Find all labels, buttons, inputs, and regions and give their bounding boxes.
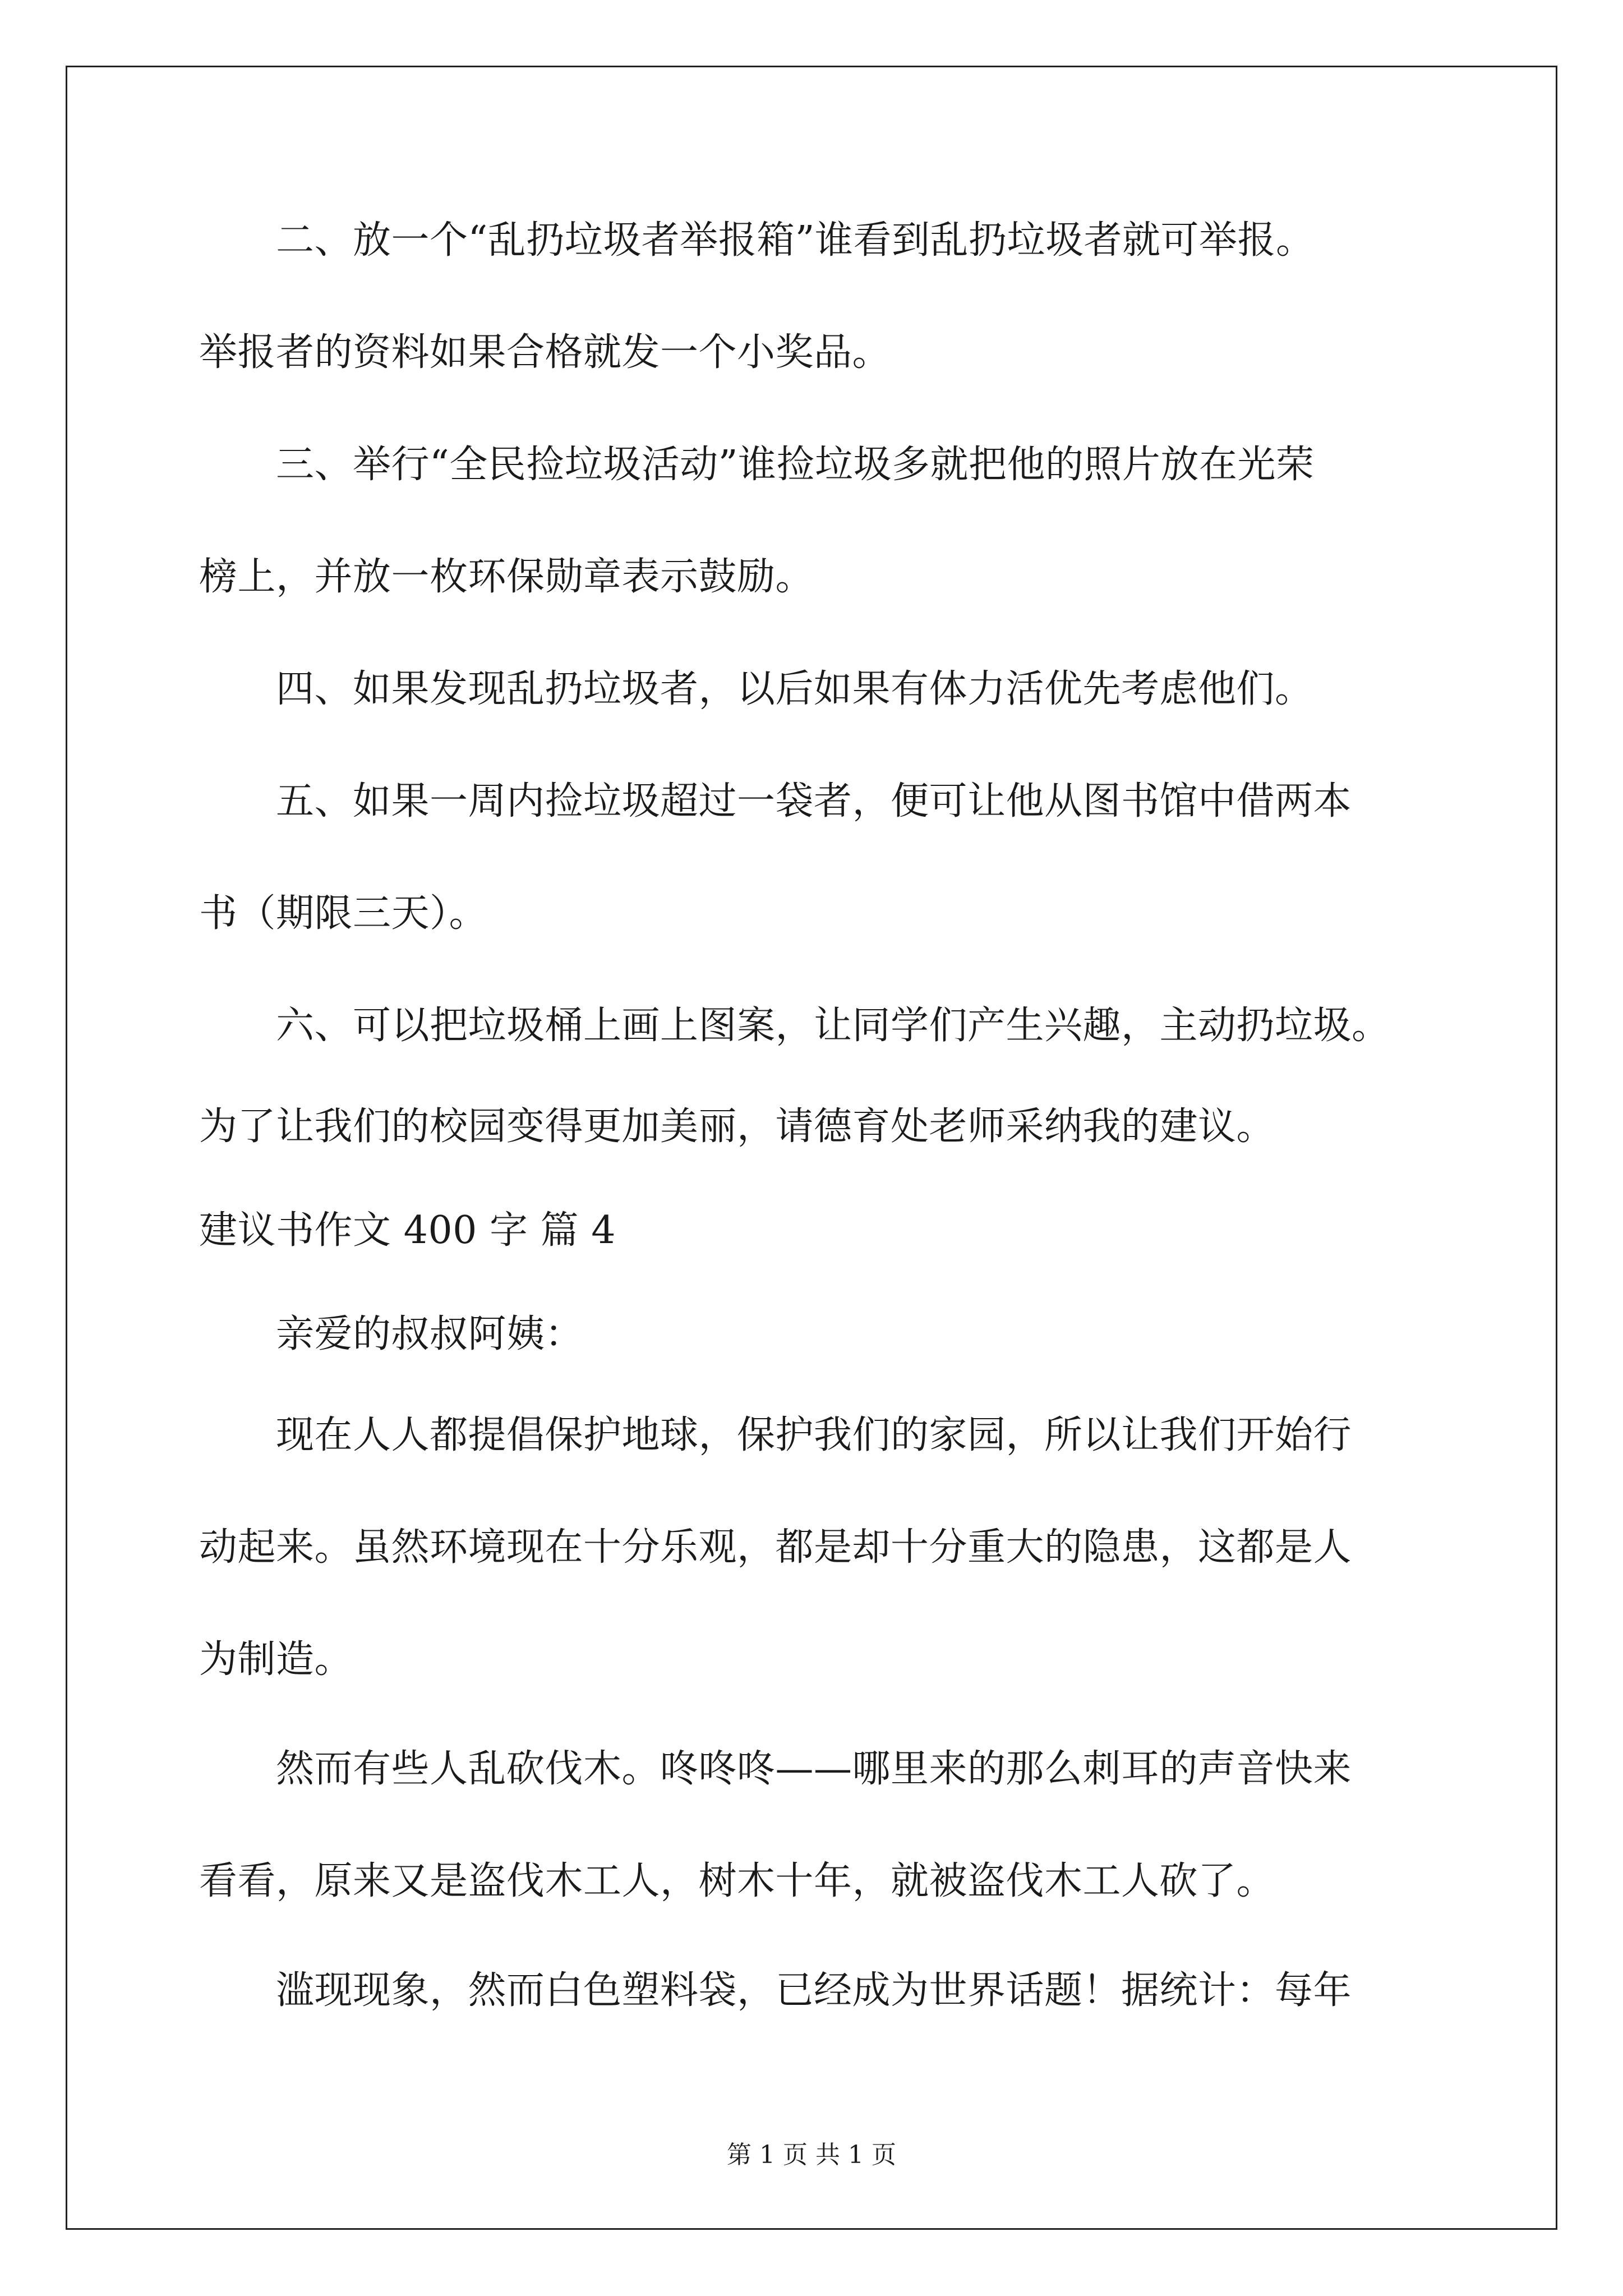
paragraph-line: 书（期限三天）。 — [199, 891, 488, 936]
paragraph-line: 动起来。虽然环境现在十分乐观，都是却十分重大的隐患，这都是人 — [199, 1525, 1352, 1570]
paragraph-line: 三、举行“全民捡垃圾活动”谁捡垃圾多就把他的照片放在光荣 — [199, 443, 1315, 487]
paragraph-line: 滥现现象，然而白色塑料袋，已经成为世界话题！据统计：每年 — [199, 1968, 1352, 2013]
paragraph-line: 榜上，并放一枚环保勋章表示鼓励。 — [199, 555, 814, 599]
paragraph-line: 五、如果一周内捡垃圾超过一袋者，便可让他从图书馆中借两本 — [199, 779, 1352, 823]
paragraph-line: 为制造。 — [199, 1637, 353, 1682]
paragraph-line: 看看，原来又是盗伐木工人，树木十年，就被盗伐木工人砍了。 — [199, 1859, 1275, 1903]
salutation: 亲爱的叔叔阿姨： — [199, 1312, 584, 1356]
paragraph-line: 二、放一个“乱扔垃圾者举报箱”谁看到乱扔垃圾者就可举报。 — [199, 218, 1315, 263]
page-number-footer: 第 1 页 共 1 页 — [727, 2141, 896, 2169]
paragraph-line: 六、可以把垃圾桶上画上图案，让同学们产生兴趣，主动扔垃圾。 — [199, 1004, 1390, 1048]
paragraph-line: 四、如果发现乱扔垃圾者，以后如果有体力活优先考虑他们。 — [199, 667, 1313, 711]
paragraph-line: 然而有些人乱砍伐木。咚咚咚——哪里来的那么刺耳的声音快来 — [199, 1747, 1352, 1791]
paragraph-line: 为了让我们的校园变得更加美丽，请德育处老师采纳我的建议。 — [199, 1105, 1275, 1149]
paragraph-line: 现在人人都提倡保护地球，保护我们的家园，所以让我们开始行 — [199, 1413, 1352, 1457]
section-heading: 建议书作文 400 字 篇 4 — [199, 1208, 616, 1253]
paragraph-line: 举报者的资料如果合格就发一个小奖品。 — [199, 330, 891, 375]
